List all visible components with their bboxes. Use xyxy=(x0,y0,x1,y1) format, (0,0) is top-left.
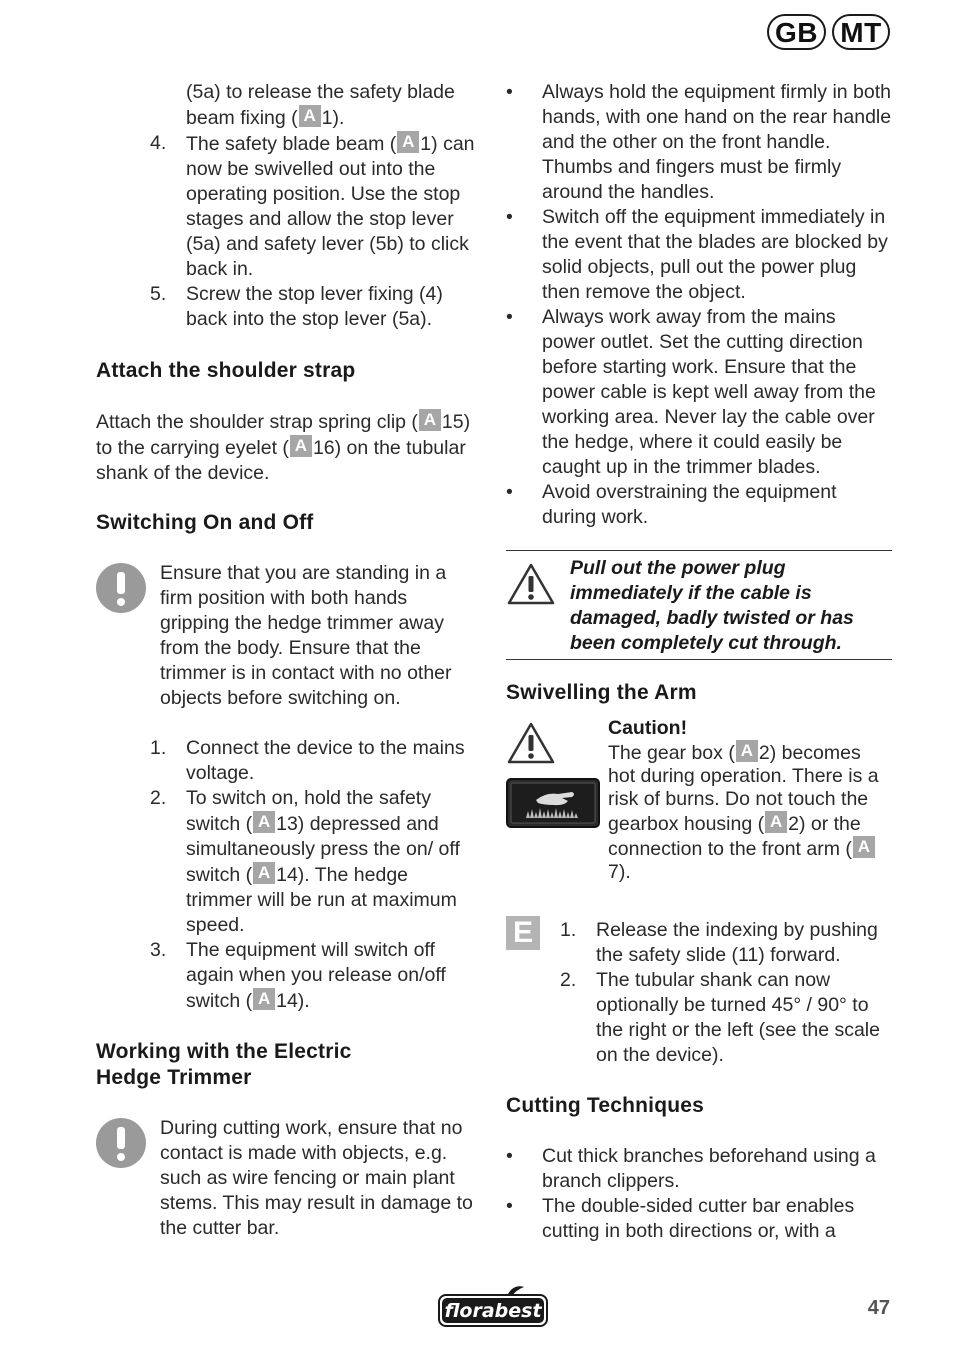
caution-text: The gear box ( A 2) becomes hot during operation. There is a risk of burns. Do not touch the gearbox housing ( A 2) or the connection to the front arm ( A7). xyxy=(608,741,879,883)
language-badges xyxy=(767,14,890,50)
step-continued: (5a) to release the safety blade beam fixing ( A 1). xyxy=(186,81,455,129)
swivel-steps-block xyxy=(506,918,892,1068)
list-item: 4. The safety blade beam ( A 1) can now be swivelled out into the operating position. Use the stop stages and allow the stop lever (5a) and safety lever (5b) to click back in. xyxy=(150,132,475,280)
working-note: During cutting work, ensure that no contact is made with objects, e.g. such as wire fencing or main plant stems. This may result in damage to the cutter bar. xyxy=(96,1116,478,1241)
ref-a-icon: A xyxy=(253,811,275,833)
list-item: • Cut thick branches beforehand using a branch clippers. xyxy=(506,1145,876,1192)
safety-bullets xyxy=(506,80,892,530)
figure-e-marker: E xyxy=(506,916,540,950)
list-item: • Always hold the equipment firmly in both hands, with one hand on the rear handle and the other on the front handle. Thumbs and fingers must be firmly around the handles. xyxy=(506,81,892,203)
exclamation-icon xyxy=(96,563,146,613)
heading-cutting: Cutting Techniques xyxy=(506,1094,705,1117)
right-column xyxy=(506,80,892,1244)
ref-a-icon: A xyxy=(299,105,321,127)
warning-triangle-icon xyxy=(506,562,556,606)
list-item: • The double-sided cutter bar enables cutting in both directions or, with a xyxy=(506,1195,855,1242)
badge-gb: GB xyxy=(767,14,826,50)
list-item: • Always work away from the mains power outlet. Set the cutting direction before starting work. Ensure that the power cable is kept well away from the working area. Never lay the cable over the hedge, where it could easily be caught up in the trimmer blades. xyxy=(506,306,876,478)
switching-note: Ensure that you are standing in a firm position with both hands gripping the hedge trimmer away from the body. Ensure that the trimmer is in contact with no other objects before switching on. xyxy=(96,561,478,711)
list-item: • Switch off the equipment immediately in the event that the blades are blocked by solid objects, pull out the power plug then remove the object. xyxy=(506,206,888,303)
ref-a-icon: A xyxy=(853,836,875,858)
power-plug-warning: Pull out the power plug immediately if the cable is damaged, badly twisted or has been completely cut through. xyxy=(506,550,892,660)
heading-switching: Switching On and Off xyxy=(96,511,314,534)
heading-shoulder-strap: Attach the shoulder strap xyxy=(96,359,356,382)
caution-block: Caution! The gear box ( A 2) becomes hot during operation. There is a risk of burns. Do not touch the gearbox housing ( A 2) or the connection to the front arm ( A7). xyxy=(506,717,892,884)
heading-working: Working with the Electric Hedge Trimmer xyxy=(96,1040,352,1089)
list-item: 1. Release the indexing by pushing the safety slide (11) forward. xyxy=(560,919,878,966)
florabest-logo xyxy=(438,1284,548,1328)
warning-triangle-icon xyxy=(506,721,556,765)
list-item: • Avoid overstraining the equipment during work. xyxy=(506,481,837,528)
ref-a-icon: A xyxy=(253,862,275,884)
ref-a-icon: A xyxy=(397,131,419,153)
swivel-steps xyxy=(506,918,892,1068)
steps-list-a xyxy=(96,131,478,332)
svg-text:florabest: florabest xyxy=(444,1300,542,1322)
list-item: 5. Screw the stop lever fixing (4) back into the stop lever (5a). xyxy=(150,283,443,330)
ref-a-icon: A xyxy=(253,988,275,1010)
switching-steps xyxy=(96,736,478,1014)
ref-a-icon: A xyxy=(736,740,758,762)
left-column xyxy=(96,80,478,1241)
exclamation-icon xyxy=(96,1118,146,1168)
ref-a-icon: A xyxy=(290,435,312,457)
list-item: 1. Connect the device to the mains voltage. xyxy=(150,737,465,784)
list-item: 2. The tubular shank can now optionally be turned 45° / 90° to the right or the left (see the scale on the device). xyxy=(560,969,880,1066)
hot-surface-icon xyxy=(506,778,600,828)
heading-swivelling: Swivelling the Arm xyxy=(506,681,697,704)
cutting-bullets xyxy=(506,1144,892,1244)
ref-a-icon: A xyxy=(419,409,441,431)
page-number: 47 xyxy=(867,1297,890,1319)
shoulder-strap-text: Attach the shoulder strap spring clip ( A 15) to the carrying eyelet ( A 16) on the tubular shank of the device. xyxy=(96,410,471,484)
ref-a-icon: A xyxy=(765,811,787,833)
list-item: 2. To switch on, hold the safety switch ( A 13) depressed and simultaneously press the on/ off switch ( A 14). The hedge trimmer will be run at maximum speed. xyxy=(150,787,460,936)
list-item: 3. The equipment will switch off again when you release on/off switch ( A 14). xyxy=(150,939,446,1012)
badge-mt: MT xyxy=(832,14,890,50)
